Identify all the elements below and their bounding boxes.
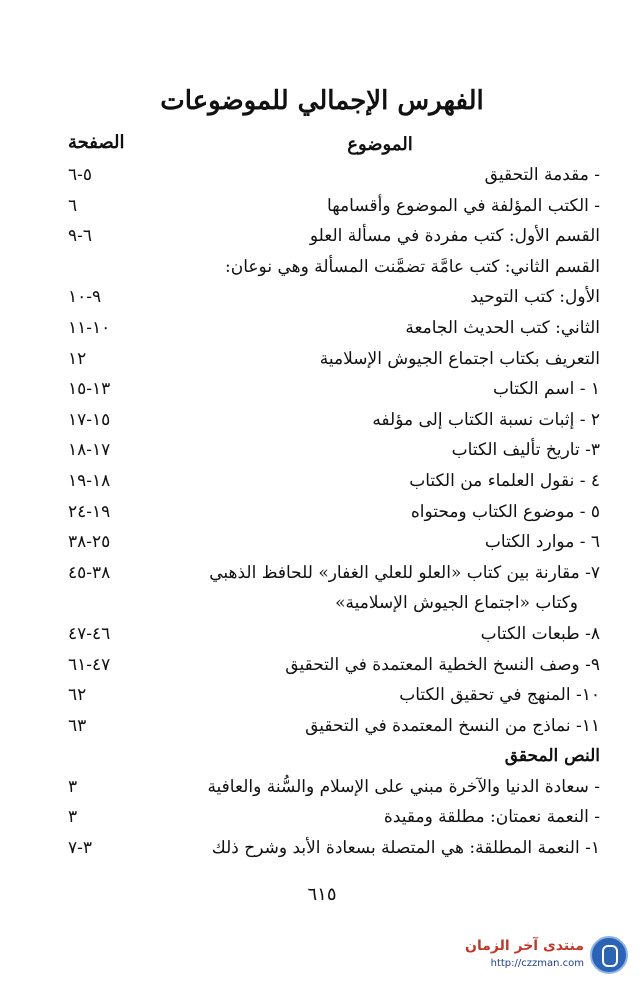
toc-row — [60, 160, 600, 191]
toc-topic: - النعمة نعمتان: مطلقة ومقيدة — [383, 807, 600, 828]
page-title: الفهرس الإجمالي للموضوعات — [160, 86, 484, 116]
toc-page: ٢٥-٣٨ — [68, 532, 111, 553]
toc-row — [60, 619, 600, 650]
toc-page: ٣ — [68, 807, 78, 828]
toc-page: ٥-٦ — [68, 165, 93, 185]
toc-topic: ٧- مقارنة بين كتاب «العلو للعلي الغفار» للحافظ الذهبي — [209, 562, 600, 583]
toc-topic: - الكتب المؤلفة في الموضوع وأقسامها — [327, 195, 600, 216]
watermark-name: منتدى آخر الزمان — [465, 938, 584, 954]
toc-row — [60, 344, 600, 375]
toc-row — [60, 435, 600, 466]
toc-row — [60, 252, 600, 283]
toc-row — [60, 650, 600, 681]
toc-row — [60, 313, 600, 344]
column-header-topic: الموضوع — [347, 134, 413, 155]
toc-topic: ١٠- المنهج في تحقيق الكتاب — [399, 685, 600, 706]
column-header-page: الصفحة — [68, 132, 125, 153]
toc-page: ٦٣ — [68, 715, 87, 736]
toc-topic: ٢ - إثبات نسبة الكتاب إلى مؤلفه — [372, 409, 600, 430]
toc-page: ١٣-١٥ — [68, 379, 111, 400]
toc-page: ١٠-١١ — [68, 317, 111, 338]
toc-topic: ٦ - موارد الكتاب — [484, 532, 600, 553]
toc-page: ٤٦-٤٧ — [68, 623, 111, 644]
toc-row — [60, 374, 600, 405]
toc-page: ١٧-١٨ — [68, 440, 111, 461]
toc-topic: ١ - اسم الكتاب — [493, 379, 600, 400]
toc-row — [60, 711, 600, 742]
toc-topic: الثاني: كتب الحديث الجامعة — [405, 317, 600, 338]
toc-topic: ٥ - موضوع الكتاب ومحتواه — [410, 501, 600, 522]
toc-page: ١٨-١٩ — [68, 470, 111, 491]
toc-row — [60, 527, 600, 558]
toc-row — [60, 221, 600, 252]
toc-page: ٩-١٠ — [68, 287, 102, 308]
toc-row — [60, 741, 600, 772]
toc-topic: القسم الأول: كتب مفردة في مسألة العلو — [309, 226, 600, 247]
toc-row — [60, 191, 600, 222]
watermark-url[interactable]: http://czzman.com — [490, 958, 584, 969]
toc-topic: القسم الثاني: كتب عامَّة تضمَّنت المسألة وهي نوعان: — [225, 256, 600, 277]
toc-row — [60, 405, 600, 436]
toc-row — [60, 772, 600, 803]
toc-row — [60, 833, 600, 864]
toc-row — [60, 497, 600, 528]
toc-topic: - سعادة الدنيا والآخرة مبني على الإسلام والسُّنة والعافية — [207, 776, 600, 797]
toc-topic: ١١- نماذج من النسخ المعتمدة في التحقيق — [305, 715, 600, 736]
toc-topic: ٣- تاريخ تأليف الكتاب — [451, 440, 600, 461]
toc-row — [60, 466, 600, 497]
toc-row — [60, 588, 600, 619]
toc-page: ١٥-١٧ — [68, 409, 111, 430]
toc-topic: النص المحقق — [504, 746, 600, 767]
toc-row — [60, 802, 600, 833]
toc-topic: وكتاب «اجتماع الجيوش الإسلامية» — [335, 593, 578, 614]
toc-topic: - مقدمة التحقيق — [484, 165, 600, 185]
toc-page: ٦٢ — [68, 685, 87, 706]
toc-topic: ٨- طبعات الكتاب — [480, 623, 600, 644]
toc-topic: التعريف بكتاب اجتماع الجيوش الإسلامية — [319, 348, 600, 369]
toc-page: ١٩-٢٤ — [68, 501, 111, 522]
toc-page: ٦ — [68, 195, 78, 216]
toc-page: ١٢ — [68, 348, 87, 369]
toc-topic: الأول: كتب التوحيد — [470, 287, 600, 308]
toc-row — [60, 680, 600, 711]
toc-page: ٣ — [68, 776, 78, 797]
toc-page: ٣٨-٤٥ — [68, 562, 111, 583]
toc-list — [60, 160, 600, 864]
toc-topic: ١- النعمة المطلقة: هي المتصلة بسعادة الأبد وشرح ذلك — [211, 838, 600, 859]
logo-icon — [590, 936, 628, 974]
toc-topic: ٩- وصف النسخ الخطية المعتمدة في التحقيق — [285, 654, 600, 675]
toc-row — [60, 558, 600, 589]
toc-page: ٦-٩ — [68, 226, 93, 247]
page-number: ٦١٥ — [307, 884, 337, 905]
toc-page: ٣-٧ — [68, 838, 93, 859]
toc-topic: ٤ - نقول العلماء من الكتاب — [409, 470, 600, 491]
watermark-logo[interactable] — [465, 932, 628, 976]
toc-page: ٤٧-٦١ — [68, 654, 111, 675]
toc-row — [60, 282, 600, 313]
